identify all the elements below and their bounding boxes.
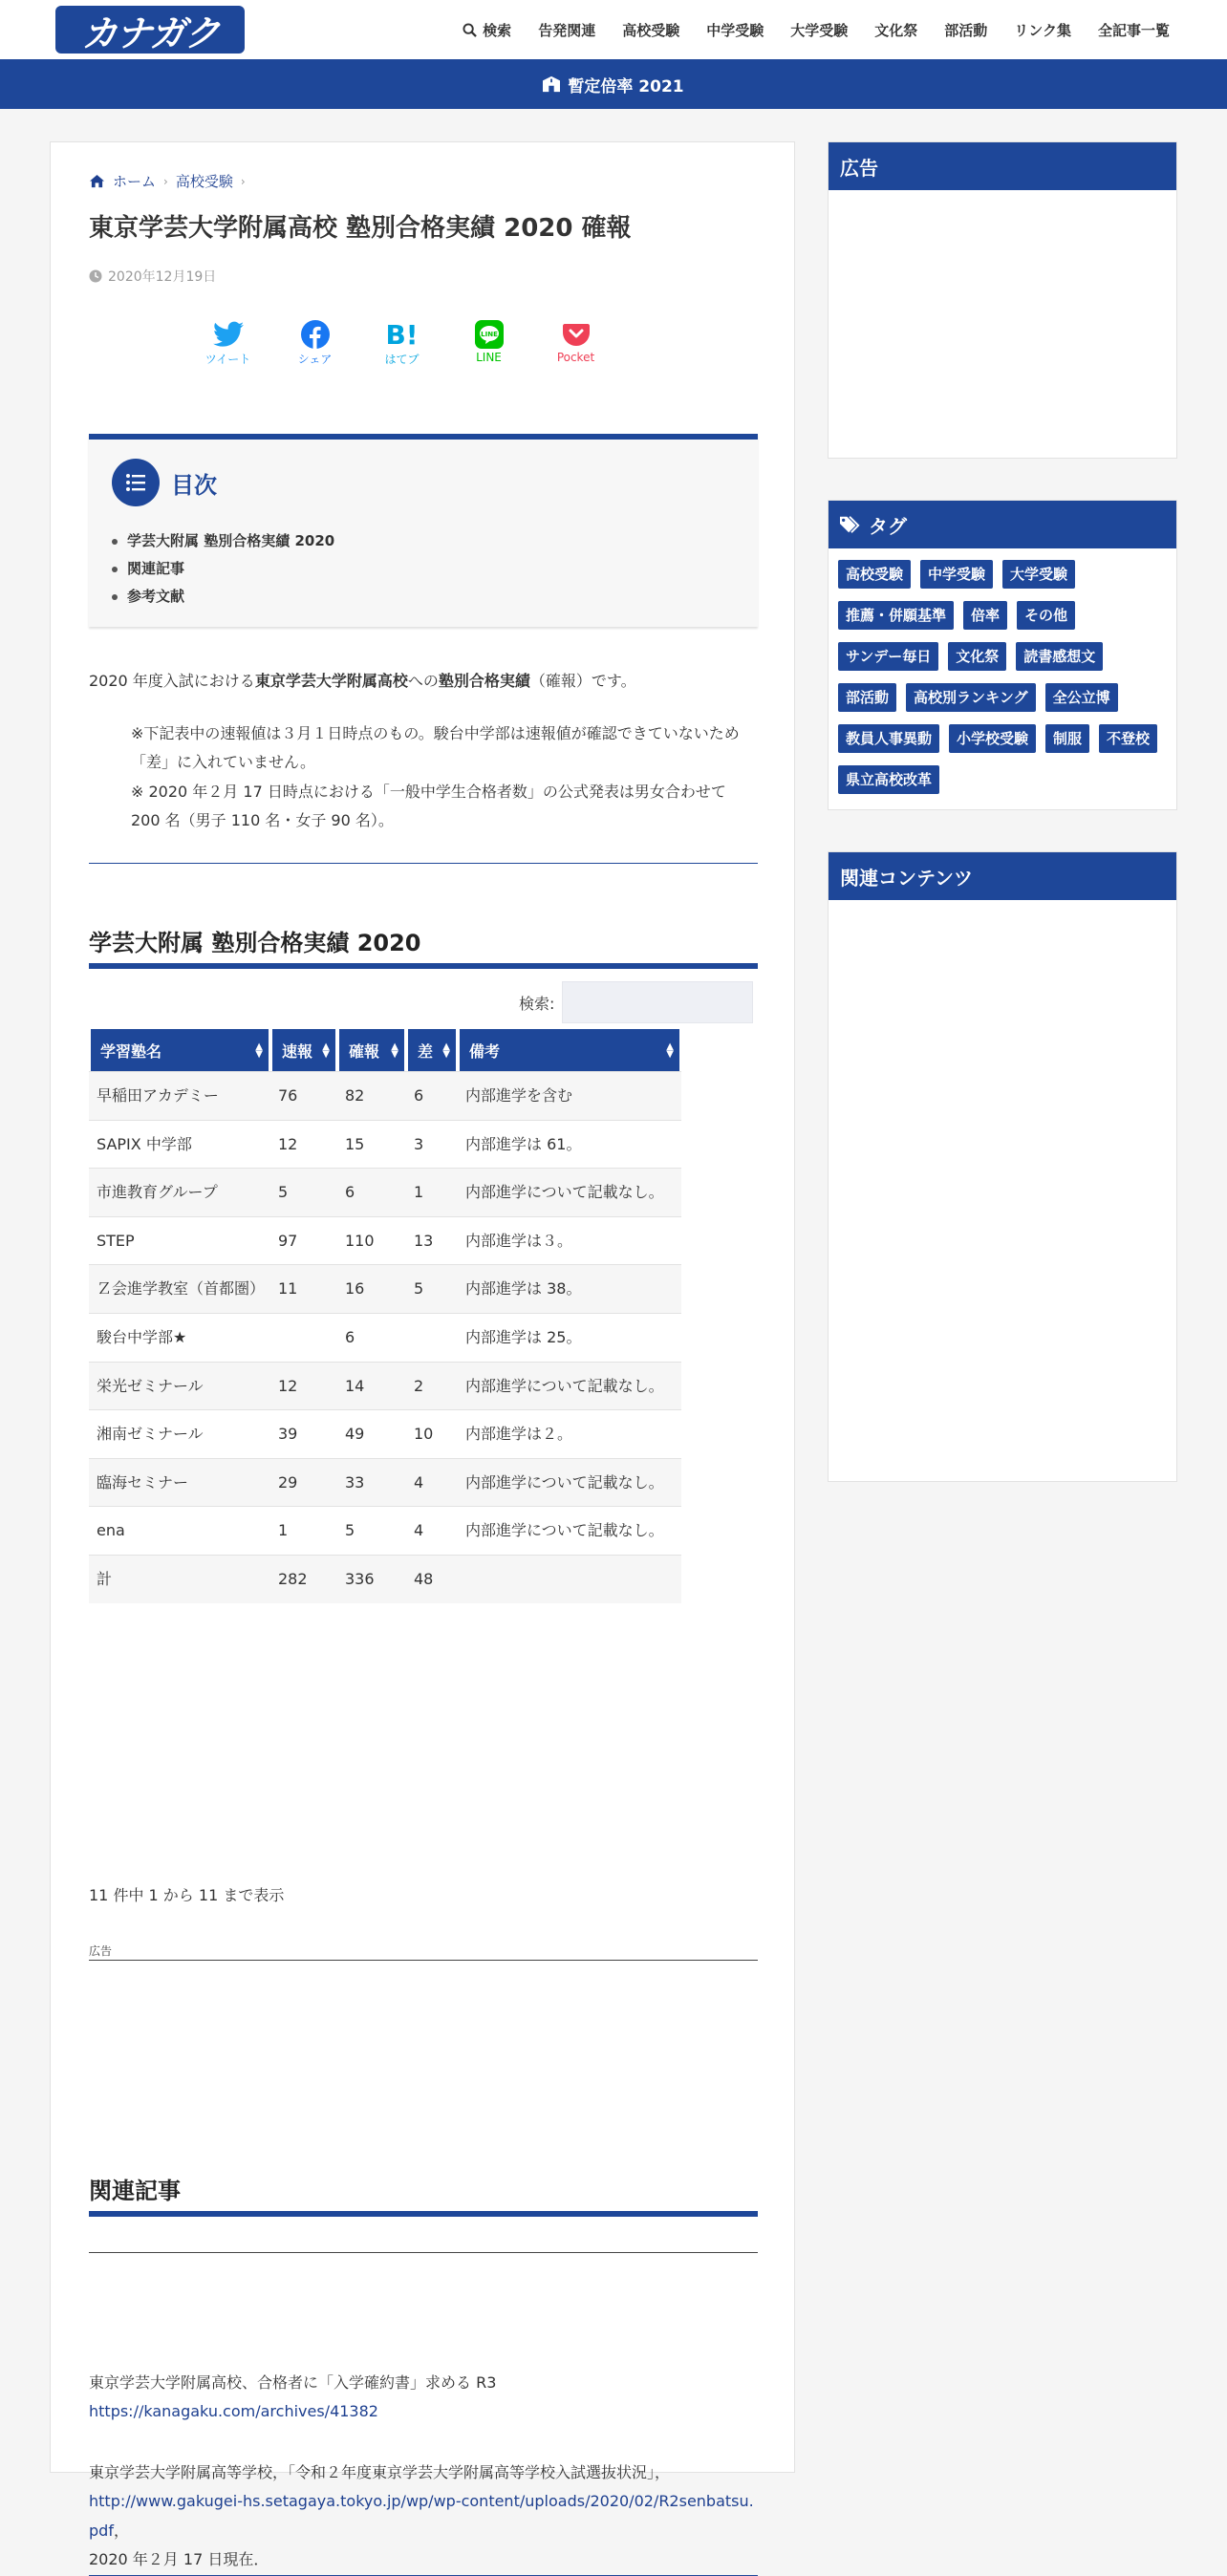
table-cell: 6 <box>337 1168 406 1216</box>
table-of-contents <box>89 434 758 627</box>
related-text: 東京学芸大学附属高校、合格者に「入学確約書」求める R3 <box>89 2373 497 2392</box>
table-cell: 内部進学を含む <box>458 1071 681 1120</box>
table-cell: 6 <box>337 1313 406 1362</box>
share-line-button[interactable] <box>445 318 532 367</box>
table-row <box>89 1216 681 1265</box>
table-cell <box>270 1313 337 1362</box>
logo-text: カナガク <box>81 11 219 54</box>
ref-suffix: ， <box>113 2521 129 2540</box>
table-search-input[interactable] <box>562 981 753 1023</box>
table-cell: ena <box>89 1506 270 1555</box>
svg-text:LINE: LINE <box>480 331 498 338</box>
chevron-right-icon: › <box>240 174 246 188</box>
home-icon <box>89 174 105 188</box>
table-cell <box>406 1313 458 1362</box>
table-cell: 臨海セミナー <box>89 1458 270 1507</box>
table-row <box>89 1313 681 1362</box>
table-cell: 97 <box>270 1216 337 1265</box>
table-row <box>89 1168 681 1216</box>
site-header <box>0 0 1227 59</box>
toc-item[interactable]: 参考文献 <box>112 583 334 611</box>
search-icon <box>463 23 477 37</box>
table-cell: 内部進学は 61。 <box>458 1120 681 1169</box>
table-row <box>89 1555 681 1603</box>
nav-bukatsu[interactable]: 部活動 <box>944 21 988 39</box>
table-cell: 内部進学について記載なし。 <box>458 1506 681 1555</box>
intro-suffix: （確報）です。 <box>529 672 636 690</box>
share-label: Pocket <box>556 351 595 364</box>
pocket-icon <box>563 322 590 347</box>
share-hatena-button[interactable] <box>358 318 445 367</box>
table-cell: 市進教育グループ <box>89 1168 270 1216</box>
table-cell: 14 <box>337 1362 406 1410</box>
article-card <box>50 141 795 2569</box>
tag-link[interactable]: サンデー毎日 <box>838 642 938 671</box>
toc-header <box>112 459 217 506</box>
main-nav <box>449 0 1183 59</box>
table-cell: 16 <box>337 1264 406 1313</box>
header-label: 確報 <box>349 1041 380 1061</box>
tag-link[interactable]: 大学受験 <box>1002 560 1075 589</box>
related-link[interactable]: https://kanagaku.com/archives/41382 <box>89 2402 378 2421</box>
table-row <box>89 1362 681 1410</box>
tag-cloud <box>829 548 1176 804</box>
intro-paragraph <box>89 668 758 696</box>
breadcrumb <box>89 171 246 191</box>
tag-link[interactable]: 県立高校改革 <box>838 765 939 794</box>
share-facebook-button[interactable] <box>271 318 358 367</box>
table-cell: Ｚ会進学教室（首都圏） <box>89 1264 270 1313</box>
table-cell: 内部進学は３。 <box>458 1216 681 1265</box>
tag-link[interactable]: 文化祭 <box>948 642 1006 671</box>
tag-link[interactable]: 小学校受験 <box>949 724 1036 753</box>
table-cell: 10 <box>406 1409 458 1458</box>
search-label: 検索: <box>519 994 555 1013</box>
table-cell: 110 <box>337 1216 406 1265</box>
table-cell <box>458 1555 681 1603</box>
share-label: ツイート <box>204 353 251 366</box>
note-text: ※下記表中の速報値は３月１日時点のもの。駿台中学部は速報値が確認できていないため「差」に入れていません。 <box>131 724 740 772</box>
nav-search[interactable] <box>449 20 525 40</box>
table-row <box>89 1458 681 1507</box>
toc-item[interactable]: 学芸大附属 塾別合格実績 2020 <box>112 527 334 555</box>
widget-title-text: タグ <box>869 514 907 538</box>
table-cell: 5 <box>406 1264 458 1313</box>
table-cell: 5 <box>337 1506 406 1555</box>
note-text: ※ 2020 年２月 17 日時点における「一般中学生合格者数」の公式発表は男女合わせて 200 名（男子 110 名・女子 90 名）。 <box>131 782 726 830</box>
table-cell: 336 <box>337 1555 406 1603</box>
results-table <box>89 1027 681 1603</box>
table-cell: 内部進学は２。 <box>458 1409 681 1458</box>
header-label: 学習塾名 <box>100 1041 162 1061</box>
table-cell: 1 <box>270 1506 337 1555</box>
tag-link[interactable]: 読書感想文 <box>1016 642 1103 671</box>
twitter-icon <box>213 321 244 348</box>
table-row <box>89 1409 681 1458</box>
tag-link[interactable]: 倍率 <box>963 601 1007 630</box>
nav-kokuhatsu[interactable]: 告発関連 <box>538 21 596 39</box>
nav-all-articles[interactable]: 全記事一覧 <box>1097 21 1170 39</box>
sort-icon: ▲ ▼ <box>391 1041 398 1060</box>
column-header-kakuhou[interactable] <box>337 1027 406 1071</box>
facebook-icon <box>301 320 330 349</box>
sort-icon: ▲ ▼ <box>442 1041 450 1060</box>
table-cell: 39 <box>270 1409 337 1458</box>
share-label: はてブ <box>384 353 420 366</box>
tag-link[interactable]: 教員人事異動 <box>838 724 939 753</box>
clock-icon <box>89 269 102 283</box>
hatena-icon: B! <box>385 318 419 351</box>
table-cell: SAPIX 中学部 <box>89 1120 270 1169</box>
table-cell: 76 <box>270 1071 337 1120</box>
table-search <box>519 981 753 1023</box>
table-row <box>89 1071 681 1120</box>
intro-school: 東京学芸大学附属高校 <box>254 672 408 690</box>
intro-prefix: 2020 年度入試における <box>89 672 255 690</box>
nav-koukou[interactable]: 高校受験 <box>622 21 680 39</box>
line-icon <box>475 320 504 349</box>
table-cell: 11 <box>270 1264 337 1313</box>
table-cell: 33 <box>337 1458 406 1507</box>
tag-link[interactable]: 中学受験 <box>920 560 993 589</box>
list-icon <box>112 459 160 506</box>
related-heading: 関連記事 <box>89 2172 758 2217</box>
nav-bunkasai[interactable]: 文化祭 <box>874 21 918 39</box>
table-header-row <box>89 1027 681 1071</box>
column-header-bikou[interactable] <box>458 1027 681 1071</box>
notes-block <box>131 719 758 836</box>
reference <box>89 2458 758 2575</box>
table-cell: 内部進学について記載なし。 <box>458 1458 681 1507</box>
divider <box>89 2252 758 2253</box>
table-cell: 内部進学は 25。 <box>458 1313 681 1362</box>
intro-mid: への <box>407 672 439 690</box>
intro-strong: 塾別合格実績 <box>438 672 530 690</box>
table-cell: 栄光ゼミナール <box>89 1362 270 1410</box>
table-cell: 内部進学は 38。 <box>458 1264 681 1313</box>
tags-icon <box>840 514 861 535</box>
sort-icon: ▲ ▼ <box>255 1041 263 1060</box>
tag-link[interactable]: 全公立博 <box>1045 683 1118 712</box>
table-info: 11 件中 1 から 11 まで表示 <box>89 1886 285 1904</box>
divider <box>89 863 758 864</box>
toc-title: 目次 <box>171 471 217 499</box>
widget-title: 関連コンテンツ <box>829 852 1176 900</box>
share-label: LINE <box>476 351 502 364</box>
tag-link[interactable]: 不登校 <box>1099 724 1157 753</box>
widget-title: 広告 <box>829 142 1176 190</box>
table-body <box>89 1071 681 1603</box>
sidebar-related-widget <box>828 851 1177 1482</box>
tag-link[interactable]: 推薦・併願基準 <box>838 601 954 630</box>
sidebar-tag-widget <box>828 500 1177 810</box>
table-cell: 282 <box>270 1555 337 1603</box>
section-heading: 学芸大附属 塾別合格実績 2020 <box>89 924 758 969</box>
chevron-right-icon: › <box>163 174 168 188</box>
table-cell: 内部進学について記載なし。 <box>458 1168 681 1216</box>
sidebar-ad-widget <box>828 141 1177 459</box>
tag-link[interactable]: 高校別ランキング <box>906 683 1036 712</box>
share-buttons <box>184 318 619 367</box>
widget-title <box>829 501 1176 548</box>
table-cell: 29 <box>270 1458 337 1507</box>
header-label: 備考 <box>469 1041 501 1061</box>
nav-daigaku[interactable]: 大学受験 <box>790 21 849 39</box>
table-cell: 48 <box>406 1555 458 1603</box>
table-cell: 4 <box>406 1506 458 1555</box>
tag-link[interactable]: 高校受験 <box>838 560 911 589</box>
school-icon <box>543 75 560 93</box>
tag-link[interactable]: その他 <box>1017 601 1075 630</box>
table-cell: 2 <box>406 1362 458 1410</box>
table-row <box>89 1506 681 1555</box>
table-cell: 1 <box>406 1168 458 1216</box>
table-cell: 6 <box>406 1071 458 1120</box>
divider <box>89 1960 758 1961</box>
share-twitter-button[interactable] <box>184 318 271 367</box>
column-header-sa[interactable] <box>406 1027 458 1071</box>
ad-label: 広告 <box>89 1944 113 1958</box>
table-cell: 計 <box>89 1555 270 1603</box>
ref-date: 2020 年２月 17 日現在． <box>89 2550 269 2569</box>
post-date <box>89 267 216 286</box>
sort-icon: ▲ ▼ <box>666 1041 674 1060</box>
table-cell: 13 <box>406 1216 458 1265</box>
table-cell: 49 <box>337 1409 406 1458</box>
post-date-text: 2020年12月19日 <box>108 269 217 285</box>
nav-label: 検索 <box>483 21 512 39</box>
header-label: 速報 <box>282 1041 313 1061</box>
table-row <box>89 1120 681 1169</box>
share-label: シェア <box>297 353 333 366</box>
table-cell: 15 <box>337 1120 406 1169</box>
ref-text: 東京学芸大学附属高等学校，「令和２年度東京学芸大学附属高等学校入試選抜状況」， <box>89 2463 671 2481</box>
toc-list <box>112 527 334 611</box>
breadcrumb-home[interactable]: ホーム <box>113 173 157 190</box>
banner-label: 暫定倍率 2021 <box>568 76 684 97</box>
nav-links[interactable]: リンク集 <box>1014 21 1071 39</box>
table-cell: 内部進学について記載なし。 <box>458 1362 681 1410</box>
table-cell: 湘南ゼミナール <box>89 1409 270 1458</box>
sort-icon: ▲ ▼ <box>322 1041 330 1060</box>
nav-chugaku[interactable]: 中学受験 <box>706 21 764 39</box>
share-pocket-button[interactable] <box>532 318 619 367</box>
site-logo[interactable] <box>55 6 245 54</box>
tag-link[interactable]: 制服 <box>1045 724 1089 753</box>
header-label: 差 <box>418 1041 434 1061</box>
table-cell: STEP <box>89 1216 270 1265</box>
table-cell: 3 <box>406 1120 458 1169</box>
breadcrumb-category[interactable]: 高校受験 <box>175 173 233 190</box>
table-cell: 4 <box>406 1458 458 1507</box>
table-cell: 12 <box>270 1120 337 1169</box>
announcement-banner[interactable] <box>0 59 1227 109</box>
column-header-juku[interactable] <box>89 1027 270 1071</box>
related-article <box>89 2369 758 2427</box>
toc-item[interactable]: 関連記事 <box>112 555 334 583</box>
table-cell: 早稲田アカデミー <box>89 1071 270 1120</box>
page-title: 東京学芸大学附属高校 塾別合格実績 2020 確報 <box>89 214 632 243</box>
table-row <box>89 1264 681 1313</box>
table-cell: 5 <box>270 1168 337 1216</box>
ref-link[interactable]: http://www.gakugei-hs.setagaya.tokyo.jp/wp/wp-content/uploads/2020/02/R2senbatsu.pdf <box>89 2492 754 2540</box>
tag-link[interactable]: 部活動 <box>838 683 896 712</box>
table-cell: 82 <box>337 1071 406 1120</box>
table-cell: 駿台中学部★ <box>89 1313 270 1362</box>
column-header-sokuhou[interactable] <box>270 1027 337 1071</box>
table-cell: 12 <box>270 1362 337 1410</box>
